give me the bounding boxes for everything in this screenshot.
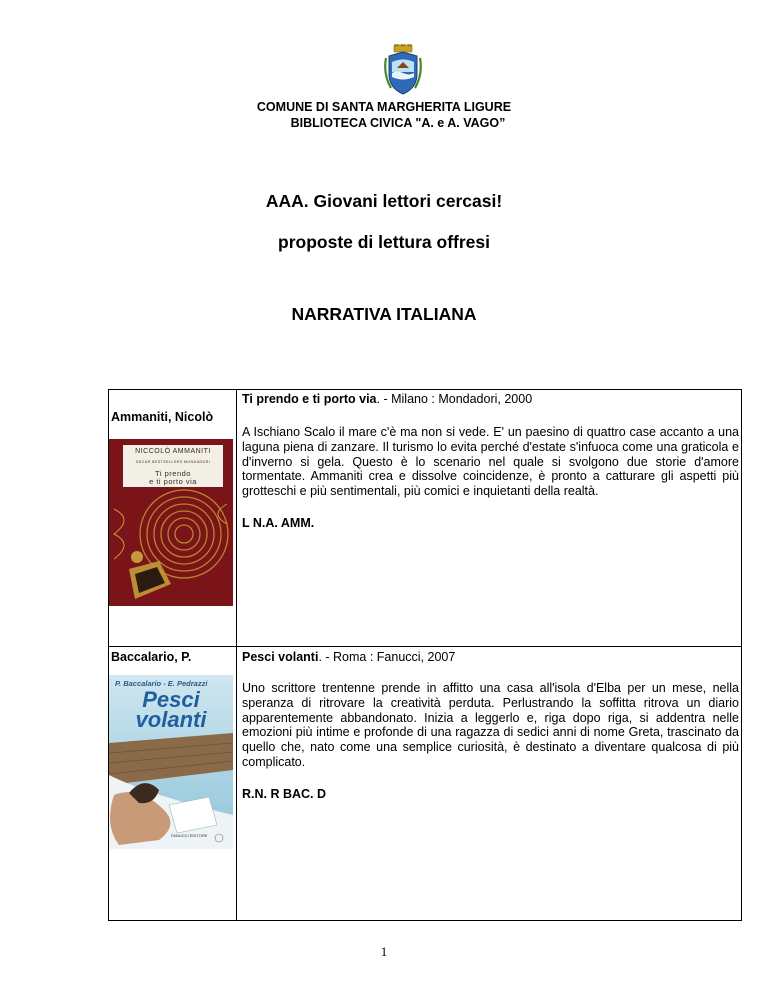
- book-details-cell: [237, 390, 742, 647]
- cover-author: NICCOLÒ AMMANITI: [135, 448, 211, 455]
- page-number: 1: [380, 944, 388, 959]
- book-shelf-location: L N.A. AMM.: [242, 515, 315, 530]
- page-subtitle: proposte di lettura offresi: [278, 232, 490, 252]
- cover-title-line2: e ti porto via: [149, 477, 197, 486]
- book-list-table: [108, 389, 742, 921]
- cover-title-line1: Pesci: [142, 687, 200, 712]
- cover-publisher: FANUCCI EDITORE: [171, 833, 208, 838]
- section-title: NARRATIVA ITALIANA: [291, 304, 477, 324]
- table-row: [109, 647, 742, 921]
- book-description: A Ischiano Scalo il mare c'è ma non si vede. E' un paesino di quattro case accanto a una laguna piena di zanzare. Il turismo lo evita perché d'estate s'infuoca come una graticola e d'inverno si gela. Questo è lo scenario nel quale si svolgono due storie d'amore tormentate. Ammaniti crea e dissolve coincidenze, è pronto a catturare gli aspetti più grotteschi e più sentimentali, più comici e inquietanti della realtà.: [242, 425, 739, 499]
- table-row: [109, 390, 742, 647]
- book-title: Pesci volanti: [242, 650, 319, 664]
- municipal-crest-icon: [383, 44, 423, 96]
- cover-title-line1: Ti prendo: [155, 469, 191, 478]
- page-title: AAA. Giovani lettori cercasi!: [265, 191, 503, 211]
- book-details-cell: [237, 647, 742, 921]
- library-name: BIBLIOTECA CIVICA "A. e A. VAGO”: [290, 116, 506, 130]
- book-cover-image: [109, 675, 233, 849]
- book-shelf-location: R.N. R BAC. D: [242, 786, 327, 801]
- municipality-name: COMUNE DI SANTA MARGHERITA LIGURE: [256, 100, 512, 114]
- book-description: Uno scrittore trentenne prende in affitto una casa all'isola d'Elba per un mese, nella speranza di ritrovare la creatività perduta. Perlustrando la soffitta ritrova un diario apparentemente abbandonato. Inizia a leggerlo e, riga dopo riga, si addentra nelle emozioni più intime e profonde di una ragazza di sedici anni di nome Greta, trascinato da quello che, nato come una semplice curiosità, è destinato a diventare qualcosa di più complicato.: [242, 681, 739, 769]
- book-title-line: [242, 392, 739, 406]
- book-cover-image: [109, 439, 233, 606]
- book-title: Ti prendo e ti porto via: [242, 392, 377, 406]
- book-publication: . - Milano : Mondadori, 2000: [376, 392, 533, 406]
- cover-title-line2: volanti: [135, 707, 207, 732]
- book-left-cell: [109, 647, 237, 921]
- book-author: Baccalario, P.: [111, 650, 192, 664]
- book-author: Ammaniti, Nicolò: [111, 410, 214, 424]
- book-title-line: [242, 650, 739, 664]
- book-left-cell: [109, 390, 237, 647]
- cover-authors: P. Baccalario - E. Pedrazzi: [115, 679, 208, 688]
- cover-series: OSCAR BESTSELLERS MONDADORI: [135, 460, 211, 464]
- book-publication: . - Roma : Fanucci, 2007: [318, 650, 456, 664]
